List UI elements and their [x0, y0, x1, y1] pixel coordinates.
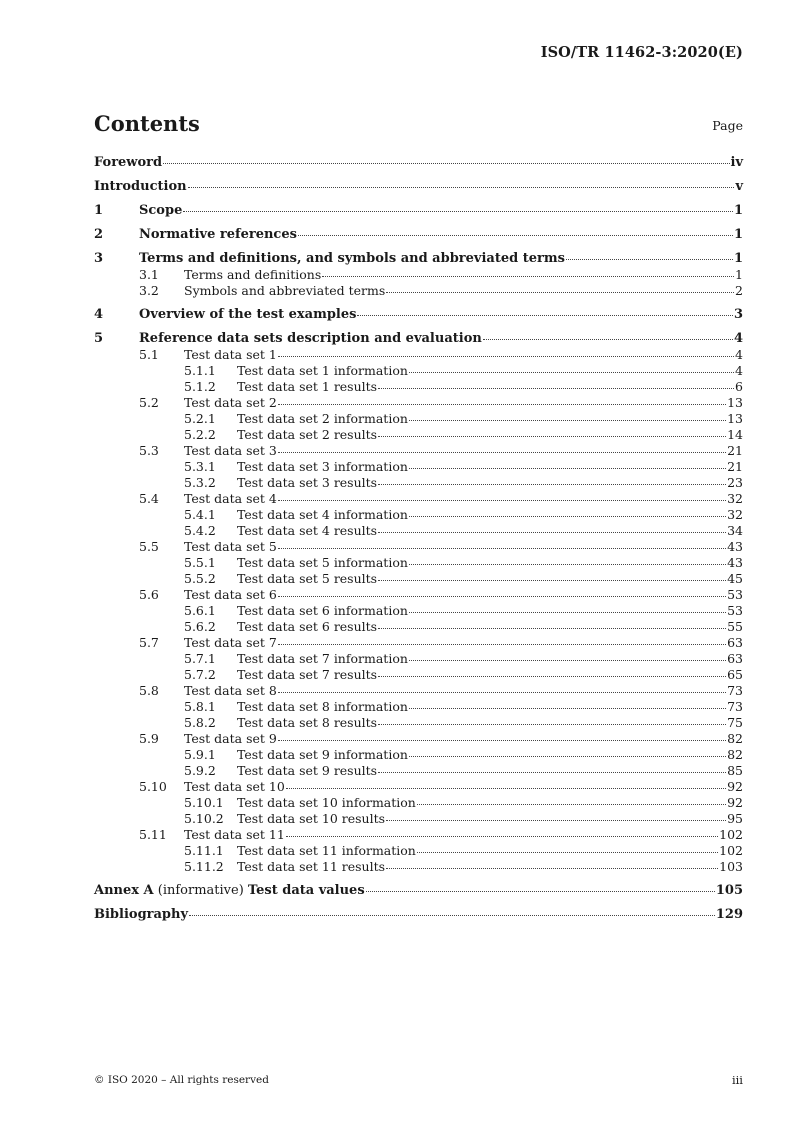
toc-number: 3.1	[139, 267, 159, 282]
copyright-notice: © ISO 2020 – All rights reserved	[94, 1074, 269, 1086]
leader-dots	[409, 516, 726, 517]
leader-dots	[278, 596, 726, 597]
toc-entry-4[interactable]	[94, 307, 743, 323]
page-number: iii	[731, 1073, 743, 1087]
toc-number: 5.7.1	[184, 651, 216, 666]
toc-number: 5.4.1	[184, 507, 216, 522]
toc-page: 105	[715, 883, 743, 898]
toc-entry-5-9-1[interactable]	[94, 747, 743, 763]
annex-label: Annex A	[94, 883, 154, 898]
toc-number: 5.4.2	[184, 523, 216, 538]
toc-number: 5.6.1	[184, 603, 216, 618]
leader-dots	[417, 804, 726, 805]
toc-number: 5.11.1	[184, 843, 224, 858]
leader-dots	[278, 356, 734, 357]
toc-title: Reference data sets description and evaluation	[139, 331, 482, 346]
leader-dots	[386, 868, 718, 869]
leader-dots	[409, 420, 726, 421]
toc-number: 5.7.2	[184, 667, 216, 682]
toc-page: 73	[727, 683, 743, 698]
toc-number: 5.6.2	[184, 619, 216, 634]
toc-title: Test data set 9	[184, 731, 277, 746]
toc-title: Test data set 2 information	[237, 411, 408, 426]
toc-page: 6	[735, 379, 743, 394]
toc-page: 95	[727, 811, 743, 826]
toc-title: Test data set 2 results	[237, 427, 378, 442]
toc-page: 82	[727, 747, 743, 762]
toc-title: Test data set 8	[184, 683, 277, 698]
leader-dots	[409, 564, 726, 565]
toc-title: Test data set 3	[184, 443, 277, 458]
leader-dots	[409, 660, 726, 661]
toc-page: 1	[735, 267, 743, 282]
toc-entry-5-4-1[interactable]	[94, 507, 743, 523]
toc-title: Test data set 6	[184, 587, 277, 602]
leader-dots	[278, 740, 726, 741]
leader-dots	[188, 187, 735, 188]
toc-page: 65	[727, 667, 743, 682]
toc-page: 34	[727, 523, 743, 538]
toc-number: 5	[94, 331, 104, 346]
toc-entry-5-5[interactable]	[94, 539, 743, 555]
toc-number: 5.11.2	[184, 859, 224, 874]
toc-entry-5-4-2[interactable]	[94, 523, 743, 539]
toc-entry-3[interactable]	[94, 251, 743, 267]
toc-entry-1[interactable]	[94, 203, 743, 219]
toc-entry-5-3-2[interactable]	[94, 475, 743, 491]
toc-title: Test data set 11 results	[237, 859, 386, 874]
toc-entry-foreword[interactable]	[94, 155, 743, 171]
toc-title: Test data set 10 results	[237, 811, 386, 826]
toc-page: 32	[727, 507, 743, 522]
toc-title: Foreword	[94, 155, 163, 170]
toc-page: iv	[730, 155, 743, 170]
toc-entry-5-5-2[interactable]	[94, 571, 743, 587]
toc-entry-5-8-1[interactable]	[94, 699, 743, 715]
leader-dots	[286, 788, 726, 789]
toc-page: 13	[727, 411, 743, 426]
leader-dots	[409, 612, 726, 613]
page-column-label: Page	[712, 118, 743, 133]
annex-title: Test data values	[247, 883, 365, 898]
toc-page: 53	[727, 587, 743, 602]
toc-number: 5.9.2	[184, 763, 216, 778]
toc-entry-5-9[interactable]	[94, 731, 743, 747]
toc-title: Test data set 2	[184, 395, 277, 410]
toc-number: 5.6	[139, 587, 159, 602]
toc-title: Test data set 1 information	[237, 363, 408, 378]
toc-number: 5.9.1	[184, 747, 216, 762]
leader-dots	[286, 836, 718, 837]
toc-page: 1	[733, 251, 743, 266]
leader-dots	[417, 852, 718, 853]
toc-number: 5.1.1	[184, 363, 216, 378]
leader-dots	[378, 388, 734, 389]
toc-number: 5.3.1	[184, 459, 216, 474]
toc-entry-5-1-2[interactable]	[94, 379, 743, 395]
toc-page: 103	[719, 859, 743, 874]
toc-entry-5-10[interactable]	[94, 779, 743, 795]
toc-entry-5-1[interactable]	[94, 347, 743, 363]
toc-page: 63	[727, 651, 743, 666]
toc-number: 5.7	[139, 635, 159, 650]
toc-number: 5.10.1	[184, 795, 224, 810]
toc-title: Bibliography	[94, 907, 189, 922]
table-of-contents	[94, 155, 743, 923]
leader-dots	[278, 500, 726, 501]
toc-page: 3	[733, 307, 743, 322]
leader-dots	[378, 628, 726, 629]
toc-page: 1	[733, 203, 743, 218]
toc-title: Introduction	[94, 179, 187, 194]
toc-entry-5-11-2[interactable]	[94, 859, 743, 875]
leader-dots	[386, 820, 726, 821]
leader-dots	[378, 484, 726, 485]
toc-entry-5-7-2[interactable]	[94, 667, 743, 683]
toc-title: Test data set 8 results	[237, 715, 378, 730]
toc-page: 13	[727, 395, 743, 410]
toc-page: 4	[733, 331, 743, 346]
toc-title: Terms and definitions, and symbols and abbreviated terms	[139, 251, 565, 266]
toc-title: Test data set 11	[184, 827, 285, 842]
toc-number: 5.10.2	[184, 811, 224, 826]
leader-dots	[278, 452, 726, 453]
toc-number: 2	[94, 227, 104, 242]
toc-number: 5.4	[139, 491, 159, 506]
toc-page: 4	[735, 347, 743, 362]
toc-title: Scope	[139, 203, 183, 218]
toc-title: Test data set 3 information	[237, 459, 408, 474]
toc-page: 75	[727, 715, 743, 730]
toc-number: 3	[94, 251, 104, 266]
toc-page: 102	[719, 827, 743, 842]
toc-page: 14	[727, 427, 743, 442]
toc-page: 55	[727, 619, 743, 634]
toc-number: 5.11	[139, 827, 167, 842]
toc-title: Normative references	[139, 227, 297, 242]
toc-title: Test data set 4 information	[237, 507, 408, 522]
toc-number: 5.2	[139, 395, 159, 410]
toc-entry-5-5-1[interactable]	[94, 555, 743, 571]
toc-entry-5-2-2[interactable]	[94, 427, 743, 443]
toc-title: Test data set 1	[184, 347, 277, 362]
toc-entry-5-8[interactable]	[94, 683, 743, 699]
toc-number: 5.1.2	[184, 379, 216, 394]
toc-page: 92	[727, 795, 743, 810]
toc-page: 2	[735, 283, 743, 298]
toc-number: 5.2.2	[184, 427, 216, 442]
toc-page: v	[735, 179, 743, 194]
toc-title: Test data set 9 information	[237, 747, 408, 762]
toc-number: 1	[94, 203, 104, 218]
leader-dots	[378, 676, 726, 677]
toc-page: 129	[715, 907, 743, 922]
toc-number: 5.5.1	[184, 555, 216, 570]
toc-number: 3.2	[139, 283, 159, 298]
toc-entry-introduction[interactable]	[94, 179, 743, 195]
toc-title: Test data set 11 information	[237, 843, 416, 858]
toc-entry-5-9-2[interactable]	[94, 763, 743, 779]
leader-dots	[322, 276, 734, 277]
leader-dots	[378, 532, 726, 533]
toc-page: 32	[727, 491, 743, 506]
toc-page: 23	[727, 475, 743, 490]
toc-entry-3-2[interactable]	[94, 283, 743, 299]
toc-number: 5.8.2	[184, 715, 216, 730]
toc-entry-5-11[interactable]	[94, 827, 743, 843]
leader-dots	[298, 235, 733, 236]
toc-page: 73	[727, 699, 743, 714]
toc-title: Test data set 4 results	[237, 523, 378, 538]
toc-title: Test data set 10	[184, 779, 285, 794]
toc-entry-5-3-1[interactable]	[94, 459, 743, 475]
leader-dots	[409, 372, 734, 373]
toc-entry-5-11-1[interactable]	[94, 843, 743, 859]
toc-title	[94, 883, 365, 899]
toc-entry-5-1-1[interactable]	[94, 363, 743, 379]
leader-dots	[278, 548, 726, 549]
leader-dots	[409, 468, 726, 469]
toc-page: 45	[727, 571, 743, 586]
leader-dots	[378, 580, 726, 581]
toc-title: Test data set 10 information	[237, 795, 416, 810]
leader-dots	[278, 692, 726, 693]
toc-page: 43	[727, 539, 743, 554]
toc-title: Test data set 7	[184, 635, 277, 650]
toc-page: 85	[727, 763, 743, 778]
toc-entry-5-4[interactable]	[94, 491, 743, 507]
toc-number: 4	[94, 307, 104, 322]
toc-entry-annex-a[interactable]	[94, 883, 743, 899]
toc-title: Test data set 4	[184, 491, 277, 506]
toc-entry-5-6-1[interactable]	[94, 603, 743, 619]
toc-title: Test data set 9 results	[237, 763, 378, 778]
leader-dots	[378, 436, 726, 437]
toc-title: Test data set 7 results	[237, 667, 378, 682]
toc-title: Overview of the test examples	[139, 307, 357, 322]
toc-number: 5.8	[139, 683, 159, 698]
toc-page: 92	[727, 779, 743, 794]
toc-page: 82	[727, 731, 743, 746]
leader-dots	[163, 163, 729, 164]
toc-number: 5.3	[139, 443, 159, 458]
toc-number: 5.8.1	[184, 699, 216, 714]
leader-dots	[366, 891, 715, 892]
toc-entry-5-10-1[interactable]	[94, 795, 743, 811]
toc-page: 21	[727, 459, 743, 474]
toc-entry-bibliography[interactable]	[94, 907, 743, 923]
toc-entry-3-1[interactable]	[94, 267, 743, 283]
toc-page: 43	[727, 555, 743, 570]
leader-dots	[183, 211, 733, 212]
toc-title: Test data set 7 information	[237, 651, 408, 666]
annex-note: (informative)	[153, 883, 248, 898]
toc-page: 21	[727, 443, 743, 458]
toc-number: 5.5	[139, 539, 159, 554]
toc-title: Test data set 5 information	[237, 555, 408, 570]
toc-number: 5.10	[139, 779, 167, 794]
toc-entry-2[interactable]	[94, 227, 743, 243]
toc-entry-5-2[interactable]	[94, 395, 743, 411]
toc-title: Test data set 5	[184, 539, 277, 554]
leader-dots	[409, 756, 726, 757]
page-title: Contents	[94, 111, 200, 136]
document-id: ISO/TR 11462-3:2020(E)	[540, 44, 743, 61]
toc-title: Test data set 6 information	[237, 603, 408, 618]
toc-title: Terms and definitions	[184, 267, 322, 282]
toc-number: 5.5.2	[184, 571, 216, 586]
toc-entry-5-7-1[interactable]	[94, 651, 743, 667]
toc-entry-5-2-1[interactable]	[94, 411, 743, 427]
toc-number: 5.1	[139, 347, 159, 362]
leader-dots	[189, 915, 715, 916]
toc-entry-5-3[interactable]	[94, 443, 743, 459]
toc-title: Test data set 8 information	[237, 699, 408, 714]
leader-dots	[409, 708, 726, 709]
toc-page: 4	[735, 363, 743, 378]
toc-title: Test data set 3 results	[237, 475, 378, 490]
leader-dots	[566, 259, 733, 260]
toc-page: 53	[727, 603, 743, 618]
leader-dots	[278, 404, 726, 405]
toc-entry-5-6[interactable]	[94, 587, 743, 603]
toc-entry-5-8-2[interactable]	[94, 715, 743, 731]
leader-dots	[278, 644, 726, 645]
toc-title: Test data set 1 results	[237, 379, 378, 394]
toc-entry-5-10-2[interactable]	[94, 811, 743, 827]
toc-page: 1	[733, 227, 743, 242]
toc-title: Test data set 6 results	[237, 619, 378, 634]
leader-dots	[386, 292, 734, 293]
toc-title: Test data set 5 results	[237, 571, 378, 586]
leader-dots	[483, 339, 733, 340]
toc-entry-5[interactable]	[94, 331, 743, 347]
toc-title: Symbols and abbreviated terms	[184, 283, 386, 298]
leader-dots	[357, 315, 732, 316]
toc-entry-5-7[interactable]	[94, 635, 743, 651]
leader-dots	[378, 724, 726, 725]
toc-entry-5-6-2[interactable]	[94, 619, 743, 635]
leader-dots	[378, 772, 726, 773]
toc-page: 102	[719, 843, 743, 858]
toc-number: 5.2.1	[184, 411, 216, 426]
toc-page: 63	[727, 635, 743, 650]
toc-number: 5.3.2	[184, 475, 216, 490]
toc-number: 5.9	[139, 731, 159, 746]
